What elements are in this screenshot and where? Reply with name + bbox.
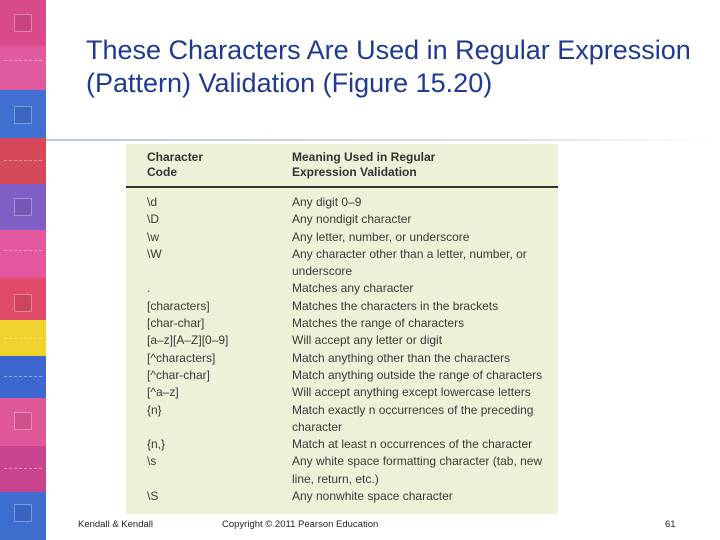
row-meaning: Any white space formatting character (tab, new line, return, etc.) <box>292 454 543 486</box>
table-row <box>126 298 558 315</box>
table-row <box>126 211 558 228</box>
row-meaning: Matches any character <box>292 281 414 296</box>
table-row <box>126 384 558 401</box>
table-row <box>126 488 558 505</box>
table-row <box>126 315 558 332</box>
row-code: \D <box>147 212 159 227</box>
row-meaning: Any letter, number, or underscore <box>292 229 470 244</box>
row-code: {n} <box>147 402 162 417</box>
table-row <box>126 246 558 281</box>
row-meaning: Match anything outside the range of characters <box>292 367 543 382</box>
row-code: [^char-char] <box>147 367 210 382</box>
table-row <box>126 402 558 437</box>
title-divider <box>46 139 720 141</box>
table-row <box>126 436 558 453</box>
header-character-code: Character Code <box>147 150 204 179</box>
table-row <box>126 194 558 211</box>
row-code: [char-char] <box>147 316 205 331</box>
quilt-decoration-strip <box>0 0 46 540</box>
footer-copyright: Copyright © 2011 Pearson Education <box>222 519 379 530</box>
row-meaning: Will accept any letter or digit <box>292 333 443 348</box>
row-code: [characters] <box>147 298 210 313</box>
table-row <box>126 332 558 349</box>
row-meaning: Any digit 0–9 <box>292 195 362 209</box>
table-row <box>126 350 558 367</box>
row-meaning: Any nonwhite space character <box>292 489 453 504</box>
row-code: {n,} <box>147 437 166 452</box>
character-code-table <box>126 144 558 514</box>
slide-title: These Characters Are Used in Regular Expression (Pattern) Validation (Figure 15.20) <box>86 35 691 98</box>
row-meaning: Match exactly n occurrences of the preceding character <box>292 402 534 435</box>
table-row <box>126 229 558 246</box>
table-row <box>126 367 558 384</box>
row-meaning: Will accept anything except lowercase letters <box>292 385 531 400</box>
row-code: [^characters] <box>147 350 216 365</box>
page-number: 61 <box>665 519 676 530</box>
row-code: \d <box>147 195 158 209</box>
table-header <box>126 144 558 188</box>
table-body <box>126 194 558 505</box>
row-code: [a–z][A–Z][0–9] <box>147 333 229 348</box>
table-row <box>126 453 558 488</box>
footer-author: Kendall & Kendall <box>78 519 153 530</box>
row-code: [^a–z] <box>147 385 179 400</box>
row-meaning: Any nondigit character <box>292 212 412 227</box>
row-code: \w <box>147 229 159 244</box>
row-code: . <box>147 281 151 296</box>
row-meaning: Any character other than a letter, number, or underscore <box>292 246 527 279</box>
row-code: \S <box>147 489 159 504</box>
table-row <box>126 280 558 297</box>
row-code: \s <box>147 454 157 469</box>
row-code: \W <box>147 246 162 261</box>
row-meaning: Matches the characters in the brackets <box>292 298 499 313</box>
row-meaning: Match at least n occurrences of the character <box>292 437 533 452</box>
header-meaning: Meaning Used in Regular Expression Validation <box>292 150 436 179</box>
row-meaning: Matches the range of characters <box>292 316 465 331</box>
row-meaning: Match anything other than the characters <box>292 350 511 365</box>
